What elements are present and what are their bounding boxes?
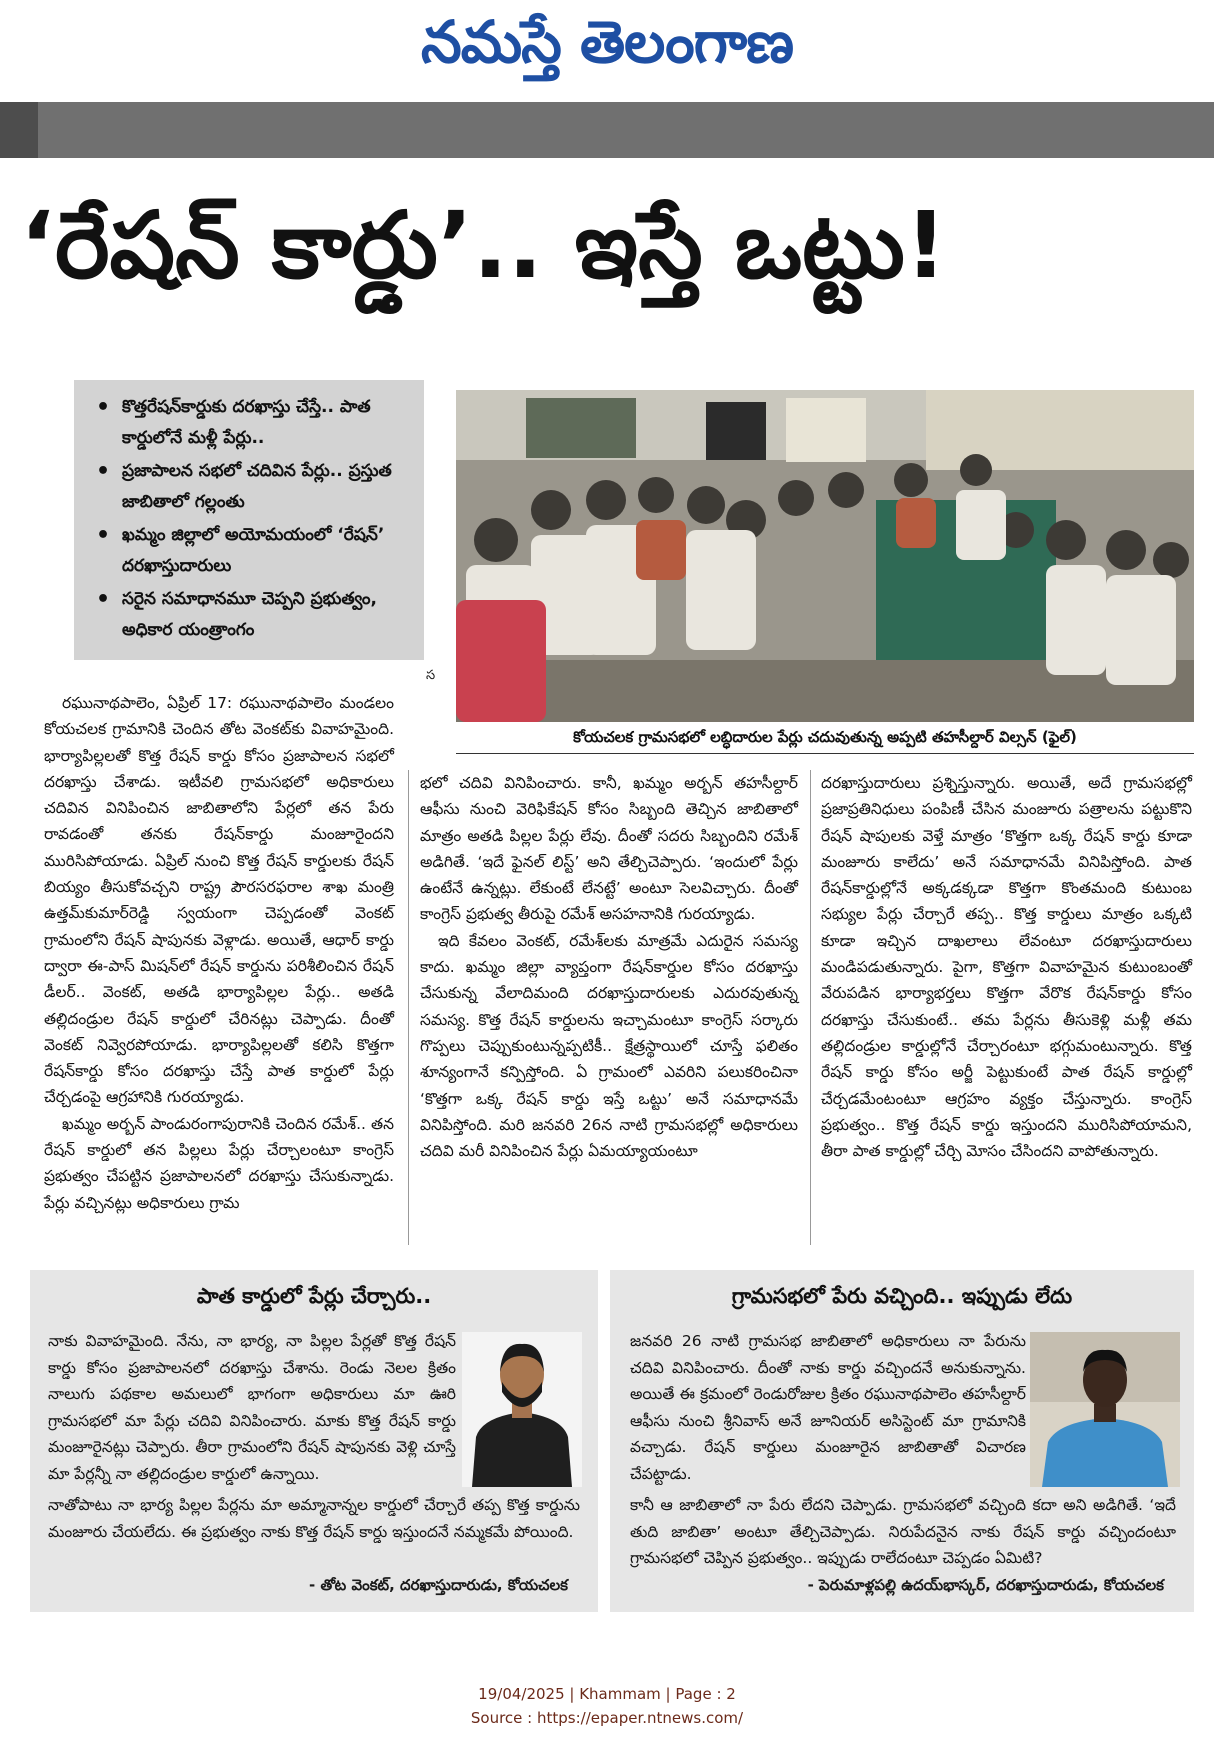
- article-column-3: [821, 770, 1192, 1164]
- header-bar: [0, 102, 1214, 158]
- highlight-item: • సరైన సమాధానమూ చెప్పని ప్రభుత్వం, అధికార యంత్రాంగం: [88, 584, 414, 646]
- quote-signature: - తోట వెంకట్, దరఖాస్తుదారుడు, కోయచలక: [309, 1576, 568, 1594]
- article-headline: ‘రేషన్ కార్డు’.. ఇస్తే ఒట్టు!: [20, 192, 947, 299]
- stray-character: స: [426, 668, 436, 683]
- quote-text: కానీ ఆ జాబితాలో నా పేరు లేదని చెప్పాడు. గ్రామసభలో వచ్చింది కదా అని అడిగితే. ‘ఇదే తుది జాబితా’ అంటూ తేల్చిచెప్పాడు. నిరుపేదనైన నాకు రేషన్ కార్డు వచ్చిందంటూ గ్రామసభలో చెప్పిన ప్రభుత్వం.. ఇప్పుడు రాలేదంటూ చెప్పడం ఏమిటి?: [630, 1496, 1176, 1567]
- masthead: [0, 0, 1214, 100]
- highlight-item: • ఖమ్మం జిల్లాలో అయోమయంలో ‘రేషన్’ దరఖాస్తుదారులు: [88, 520, 414, 582]
- highlight-item: • ప్రజాపాలన సభలో చదివిన పేర్లు.. ప్రస్తుత జాబితాలో గల్లంతు: [88, 456, 414, 518]
- gramasabha-photo: [456, 390, 1194, 722]
- footer-date-edition: 19/04/2025 | Khammam | Page : 2: [478, 1685, 736, 1703]
- quote-box-udaybhaskar: [610, 1270, 1194, 1612]
- quote-text: నాతోపాటు నా భార్య పిల్లల పేర్లను మా అమ్మానాన్నల కార్డులో చేర్చారే తప్ప కొత్త కార్డును మంజూరు చేయలేదు. ఈ ప్రభుత్వం నాకు కొత్త రేషన్ కార్డు ఇస్తుందనే నమ్మకమే పోయింది.: [48, 1496, 580, 1541]
- article-paragraph: భలో చదివి వినిపించారు. కానీ, ఖమ్మం అర్బన్ తహసీల్దార్ ఆఫీసు నుంచి వెరిఫికేషన్ కోసం సిబ్బంది తెచ్చిన జాబితాలో మాత్రం అతడి పిల్లల పేర్లు లేవు. దీంతో సదరు సిబ్బందిని రమేశ్ అడిగితే. ‘ఇదే ఫైనల్ లిస్ట్’ అని తేల్చిచెప్పారు. ‘ఇందులో పేర్లు ఉంటేనే ఉన్నట్లు. లేకుంటే లేనట్టే’ అంటూ సెలవిచ్చారు. దీంతో కాంగ్రెస్ ప్రభుత్వ తీరుపై రమేశ్ అసహనానికి గురయ్యాడు.: [420, 774, 798, 924]
- venkat-portrait: [462, 1332, 582, 1487]
- article-paragraph: రఘునాథపాలెం, ఏప్రిల్ 17: రఘునాథపాలెం మండలం కోయచలక గ్రామానికి చెందిన తోట వెంకట్‌కు వివాహమైంది. భార్యాపిల్లలతో కొత్త రేషన్ కార్డు కోసం ప్రజాపాలన సభలో దరఖాస్తు చేశాడు. ఇటీవలి గ్రామసభలో అధికారులు చదివిన వినిపించిన జాబితాలోని పేర్లలో తన పేరు రావడంతో తనకు రేషన్‌కార్డు మంజూరైందని మురిసిపోయాడు. ఏప్రిల్ నుంచి కొత్త రేషన్ కార్డులకు రేషన్ బియ్యం తీసుకోవచ్చని రాష్ట్ర పౌరసరఫరాల శాఖ మంత్రి ఉత్తమ్‌కుమార్‌రెడ్డి స్వయంగా చెప్పడంతో వెంకట్ గ్రామంలోని రేషన్ షాపునకు వెళ్లాడు. అయితే, ఆధార్ కార్డు ద్వారా ఈ-పాస్ మిషన్‌లో రేషన్ కార్డును పరిశీలించిన రేషన్ డీలర్.. వెంకట్, అతడి భార్యాపిల్లల పేర్లు.. అతడి తల్లిదండ్రుల రేషన్ కార్డులో చేరినట్లు చెప్పాడు. దీంతో వెంకట్ నివ్వెరపోయాడు. భార్యాపిల్లలతో కలిసి కొత్తగా రేషన్‌కార్డు కోసం దరఖాస్తు చేస్తే పాత కార్డులో పేర్లు చేర్చడంపై ఆగ్రహానికి గురయ్యాడు.: [44, 694, 394, 1107]
- header-strip: [38, 102, 1214, 158]
- photo-caption: కోయచలక గ్రామసభలో లబ్ధిదారుల పేర్లు చదువుతున్న అప్పటి తహసీల్దార్ విల్సన్ (ఫైల్): [573, 728, 1077, 746]
- caption-rule: [456, 753, 1194, 754]
- page-footer: [0, 1682, 1214, 1730]
- quote-text: నాకు వివాహమైంది. నేను, నా భార్య, నా పిల్లల పేర్లతో కొత్త రేషన్ కార్డు కోసం ప్రజాపాలనలో దరఖాస్తు చేశాను. రెండు నెలల క్రితం నాలుగు పథకాల అమలులో భాగంగా అధికారులు మా ఊరి గ్రామసభలో మా పేర్లు చదివి వినిపించారు. మాకు కొత్త రేషన్ కార్డు మంజూరైనట్లు చెప్పారు. తీరా గ్రామంలోని రేషన్ షాపునకు వెళ్లి చూస్తే మా పేర్లన్నీ నా తల్లిదండ్రుల కార్డులో ఉన్నాయి.: [48, 1332, 456, 1483]
- udaybhaskar-portrait: [1030, 1332, 1180, 1487]
- column-divider: [810, 770, 811, 1245]
- article-column-2: [420, 770, 798, 1164]
- quote-box-venkat: [30, 1270, 598, 1612]
- highlights-box: [74, 380, 424, 660]
- quote-text: జనవరి 26 నాటి గ్రామసభ జాబితాలో అధికారులు నా పేరును చదివి వినిపించారు. దీంతో నాకు కార్డు వచ్చిందనే అనుకున్నాను. అయితే ఈ క్రమంలో రెండురోజుల క్రితం రఘునాథపాలెం తహసీల్దార్ ఆఫీసు నుంచి శ్రీనివాస్ అనే జూనియర్ అసిస్టెంట్ మా గ్రామానికి వచ్చాడు. రేషన్ కార్డులు మంజూరైన జాబితాతో విచారణ చేపట్టాడు.: [630, 1332, 1026, 1483]
- column-divider: [408, 770, 409, 1245]
- footer-source-link[interactable]: Source : https://epaper.ntnews.com/: [470, 1709, 744, 1727]
- article-column-1: [44, 690, 394, 1216]
- quote-signature: - పెరుమాళ్లపల్లి ఉదయ్‌భాస్కర్, దరఖాస్తుదారుడు, కోయచలక: [807, 1576, 1164, 1594]
- quote-box-title: గ్రామసభలో పేరు వచ్చింది.. ఇప్పుడు లేదు: [731, 1284, 1073, 1308]
- highlight-item: • కొత్తరేషన్‌కార్డుకు దరఖాస్తు చేస్తే.. పాత కార్డులోనే మళ్లీ పేర్లు..: [88, 392, 414, 454]
- article-paragraph: ఇది కేవలం వెంకట్, రమేశ్‌లకు మాత్రమే ఎదురైన సమస్య కాదు. ఖమ్మం జిల్లా వ్యాప్తంగా రేషన్‌కార్డుల కోసం దరఖాస్తు చేసుకున్న వేలాదిమంది దరఖాస్తుదారులకు ఎదురవుతున్న సమస్య. కొత్త రేషన్ కార్డులను ఇచ్చామంటూ కాంగ్రెస్ సర్కారు గొప్పలు చెప్పుకుంటున్నప్పటికీ.. క్షేత్రస్థాయిలో చూస్తే ఫలితం శూన్యంగానే కన్పిస్తోంది. ఏ గ్రామంలో ఎవరిని పలుకరించినా ‘కొత్తగా ఒక్క రేషన్ కార్డు ఇస్తే ఒట్టు’ అనే సమాధానమే వినిపిస్తోంది. మరి జనవరి 26న నాటి గ్రామసభల్లో అధికారులు చదివి మరీ వినిపించిన పేర్లు ఏమయ్యాయంటూ: [420, 931, 798, 1161]
- article-paragraph: ఖమ్మం అర్బన్ పాండురంగాపురానికి చెందిన రమేశ్.. తన రేషన్ కార్డులో తన పిల్లలు పేర్లు చేర్చాలంటూ కాంగ్రెస్ ప్రభుత్వం చేపట్టిన ప్రజాపాలనలో దరఖాస్తు చేసుకున్నాడు. పేర్లు వచ్చినట్లు అధికారులు గ్రామ: [44, 1114, 394, 1212]
- newspaper-logo: నమస్తే తెలంగాణ: [421, 8, 793, 76]
- quote-box-title: పాత కార్డులో పేర్లు చేర్చారు..: [196, 1284, 432, 1308]
- article-paragraph: దరఖాస్తుదారులు ప్రశ్నిస్తున్నారు. అయితే, అదే గ్రామసభల్లో ప్రజాప్రతినిధులు పంపిణీ చేసిన మంజూరు పత్రాలను పట్టుకొని రేషన్ షాపులకు వెళ్తే మాత్రం ‘కొత్తగా ఒక్క రేషన్ కార్డు కూడా మంజూరు కాలేదు’ అనే సమాధానమే వినిపిస్తోంది. పాత రేషన్‌కార్డుల్లోనే అక్కడక్కడా కొత్తగా కొంతమంది కుటుంబ సభ్యుల పేర్లు చేర్చారే తప్ప.. కొత్త కార్డులు మాత్రం ఒక్కటి కూడా ఇచ్చిన దాఖలాలు లేవంటూ దరఖాస్తుదారులు మండిపడుతున్నారు. పైగా, కొత్తగా వివాహమైన కుటుంబంతో వేరుపడిన భార్యాభర్తలు కొత్తగా వేరొక రేషన్‌కార్డు కోసం దరఖాస్తు చేసుకుంటే.. తమ పేర్లను తీసుకెళ్లి మళ్లీ తమ తల్లిదండ్రుల కార్డుల్లోనే చేర్చారంటూ భగ్గుమంటున్నారు. కొత్త రేషన్ కార్డు కోసం అర్జీ పెట్టుకుంటే పాత రేషన్ కార్డుల్లో చేర్చడమేంటంటూ ఆగ్రహం వ్యక్తం చేస్తున్నారు. కాంగ్రెస్ ప్రభుత్వం.. కొత్త రేషన్ కార్డు ఇస్తుందని మురిసిపోయామని, తీరా పాత కార్డుల్లో చేర్చి మోసం చేసిందని వాపోతున్నారు.: [821, 774, 1192, 1161]
